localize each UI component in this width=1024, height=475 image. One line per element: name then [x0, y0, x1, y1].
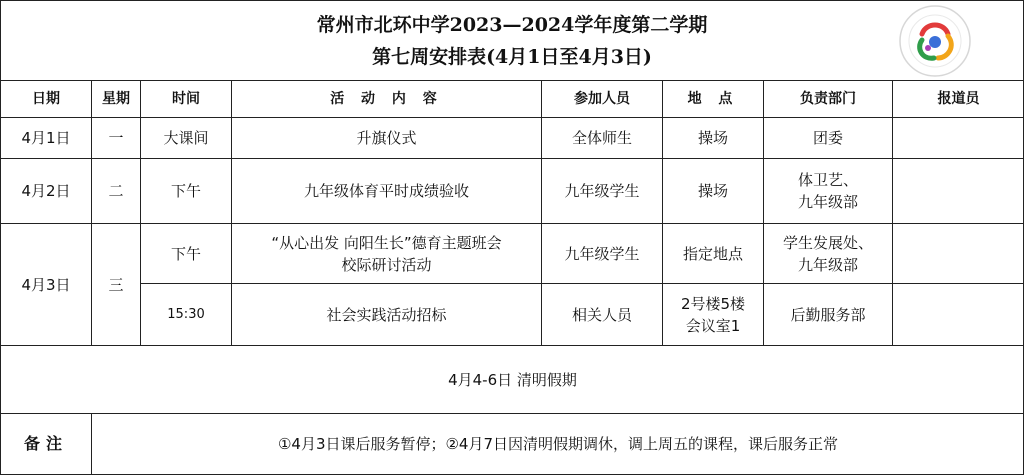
cell-weekday: 三: [92, 224, 141, 346]
cell-reporter: [893, 159, 1024, 224]
note-row: [1, 414, 1024, 475]
header-people: 参加人员: [542, 81, 663, 118]
cell-people: 相关人员: [542, 284, 663, 346]
cell-place: 2号楼5楼 会议室1: [663, 284, 764, 346]
cell-content: 九年级体育平时成绩验收: [232, 159, 542, 224]
cell-reporter: [893, 284, 1024, 346]
cell-dept: 后勤服务部: [764, 284, 893, 346]
page-subtitle: 第七周安排表(4月1日至4月3日): [372, 46, 652, 68]
page-title: 常州市北环中学2023—2024学年度第二学期: [316, 14, 708, 36]
table-row: [1, 118, 1024, 159]
cell-date: 4月3日: [1, 224, 92, 346]
cell-people: 九年级学生: [542, 224, 663, 284]
header-weekday: 星期: [92, 81, 141, 118]
cell-place: 操场: [663, 159, 764, 224]
title-area: [0, 0, 1024, 80]
cell-time: 下午: [141, 159, 232, 224]
cell-reporter: [893, 224, 1024, 284]
header-place: 地 点: [663, 81, 764, 118]
cell-people: 全体师生: [542, 118, 663, 159]
schedule-table: [0, 80, 1024, 475]
header-date: 日期: [1, 81, 92, 118]
table-row: [1, 224, 1024, 284]
cell-place: 操场: [663, 118, 764, 159]
cell-weekday: 二: [92, 159, 141, 224]
header-row: [1, 81, 1024, 118]
cell-time: 大课间: [141, 118, 232, 159]
school-logo-icon: [898, 4, 972, 78]
cell-weekday: 一: [92, 118, 141, 159]
header-dept: 负责部门: [764, 81, 893, 118]
holiday-cell: 4月4-6日 清明假期: [1, 346, 1024, 414]
note-text: ①4月3日课后服务暂停；②4月7日因清明假期调休，调上周五的课程，课后服务正常: [92, 414, 1024, 475]
cell-dept: 体卫艺、 九年级部: [764, 159, 893, 224]
header-content: 活 动 内 容: [232, 81, 542, 118]
cell-date: 4月2日: [1, 159, 92, 224]
cell-place: 指定地点: [663, 224, 764, 284]
cell-time: 15:30: [141, 284, 232, 346]
note-label: 备注: [1, 414, 92, 475]
table-row: [1, 159, 1024, 224]
header-time: 时间: [141, 81, 232, 118]
table-row: [1, 284, 1024, 346]
cell-reporter: [893, 118, 1024, 159]
cell-dept: 团委: [764, 118, 893, 159]
holiday-row: [1, 346, 1024, 414]
cell-date: 4月1日: [1, 118, 92, 159]
cell-content: 升旗仪式: [232, 118, 542, 159]
cell-content: “从心出发 向阳生长”德育主题班会 校际研讨活动: [232, 224, 542, 284]
cell-dept: 学生发展处、 九年级部: [764, 224, 893, 284]
cell-content: 社会实践活动招标: [232, 284, 542, 346]
cell-people: 九年级学生: [542, 159, 663, 224]
cell-time: 下午: [141, 224, 232, 284]
header-reporter: 报道员: [893, 81, 1024, 118]
